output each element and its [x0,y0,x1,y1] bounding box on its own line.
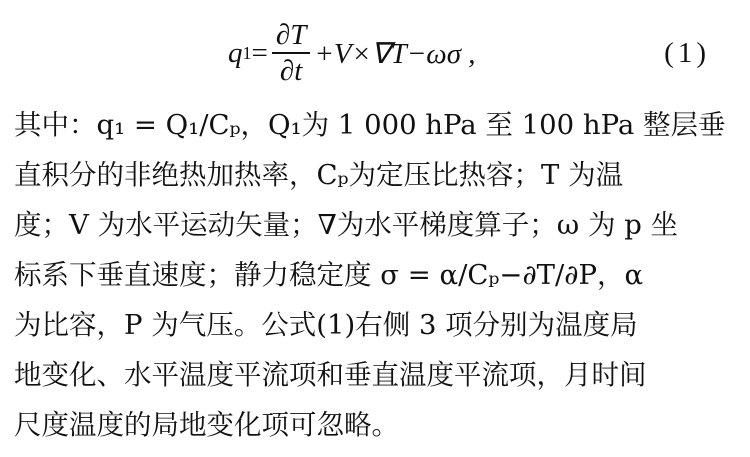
paragraph-line-2: 直积分的非绝热加热率，Cₚ为定压比热容；T 为温 [14,159,624,191]
paragraph-line-7: 尺度温度的局地变化项可忽略。 [14,409,399,441]
paragraph-line-3: 度；V 为水平运动矢量；∇为水平梯度算子；ω 为 p 坐 [14,209,679,241]
eq-fraction-denominator: ∂t [279,54,303,87]
paragraph-line-4: 标系下垂直速度；静力稳定度 σ = α/Cₚ−∂T/∂P，α [14,259,644,291]
eq-fraction-numerator: ∂T [275,19,307,52]
equation-body [228,8,476,98]
paragraph-line-6: 地变化、水平温度平流项和垂直温度平流项，月时间 [14,359,647,391]
equation-number: (1) [664,37,710,69]
eq-rest: +V×∇T−ωσ , [314,37,476,70]
eq-fraction [272,18,310,88]
eq-equals: = [251,36,268,69]
equation-1 [0,8,750,98]
paragraph-line-5: 为比容，P 为气压。公式(1)右侧 3 项分别为温度局 [14,309,638,341]
eq-lhs-symbol: q [228,36,243,69]
paragraph-line-1: 其中：q₁ = Q₁/Cₚ，Q₁为 1 000 hPa 至 100 hPa 整层垂 [14,109,726,141]
eq-lhs-subscript: 1 [242,42,252,63]
explanation-paragraph [14,100,744,450]
